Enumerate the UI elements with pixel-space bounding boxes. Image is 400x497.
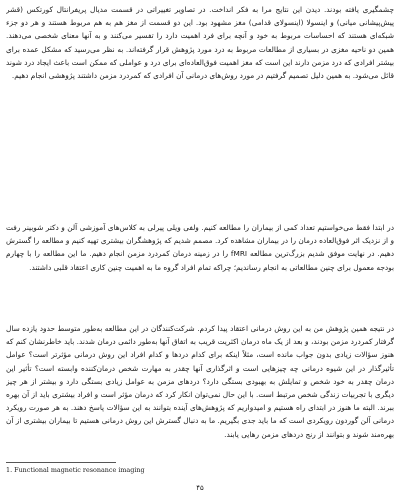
page-number: ۴۵ (196, 484, 204, 492)
paragraph-3: در نتیجه همین پژوهش من به این روش درمانی اعتقاد پیدا کردم. شرکت‌کنندگان در این مطالعه به‌طور متوسط حدود یازده سال گرفتار کمردرد مزمن بودند، و بعد از یک ماه درمان اکثریت قریب به اتفاق آنها به‌طور دائمی درمان شدند. باید خاطرنشان کنم که هنوز سؤالات زیادی بدون جواب مانده است، مثلاً اینکه برای کدام دردها و کدام افراد این روش درمانی مؤثرتر است؟ عوامل تأثیرگذار در این شیوه درمانی چه چیزهایی است و اثرگذاری آنها چقدر به مهارت شخص درمان‌کننده وابسته است؟ تأثیر این درمان چقدر به خود شخص و تمایلش به بهبودی بستگی دارد؟ دردهای مزمن به عوامل زیادی بستگی دارد و بیشتر از هر چیز دیگری با تجربیات زندگی شخص مرتبط است. با این حال نمی‌توان انکار کرد که درمان مؤثر است و افراد بیشتری باید از آن بهره ببرند. البته ما هنوز در ابتدای راه هستیم و امیدواریم که پژوهش‌های آینده بتوانند به این سؤالات پاسخ دهند. به هر صورت رویکرد درمانی آلن گوردون رویکردی است که ما باید جدی بگیریم. ما به دنبال گسترش این روش درمانی هستیم تا بیماران بیشتری از آن بهره‌مند شوند و بتوانند از رنج دردهای مزمن رهایی یابند. (6, 324, 394, 439)
footnote-divider (6, 462, 116, 463)
paragraph-2: در ابتدا فقط می‌خواستیم تعداد کمی از بیماران را مطالعه کنیم. ولفی ویلی پیرلی به کلاس‌های آموزشی آلن و دکتر شوبینر رفت و از نزدیک اثر فوق‌العاده درمان را در بیماران مشاهده کرد. مصمم شدیم که پژوهشگران بیشتری تهیه کنیم و مطالعه را گسترش دهیم. در نهایت موفق شدیم بزرگ‌ترین مطالعه fMRI را در زمینه درمان کمردرد مزمن انجام دهیم. ما این مطالعه را با چهارم بودجه معمول برای چنین مطالعاتی به انجام رساندیم؛ چراکه تمام افراد گروه ما به اهمیت چنین کاری اعتقاد قلبی داشتند. (6, 223, 394, 272)
paragraph-1: چشمگیری یافته بودند. دیدن این نتایج مرا به فکر انداخت. در تصاویر تغییراتی در قسمت مدیال پریفرانتال کورتکس (قشر پیش‌پیشانی میانی) و اینسولا (اینسولای قدامی) مغز مشهود بود. این دو قسمت از مغز هم به هم مربوط هستند و هر دو جزء شبکه‌ای هستند که احساسات مربوط به خود و آنچه برای فرد اهمیت دارد را تفسیر می‌کنند و به آنها معنای شخصی می‌دهند. همین دو ناحیه مغزی در بسیاری از مطالعات مربوط به درد مورد پژوهش قرار گرفته‌اند. به نظر می‌رسید که مشکل عمده برای بیشتر افرادی که درد مزمن دارند این است که مغز اهمیت فوق‌العاده‌ای برای درد و عواملی که ممکن است باعث ایجاد درد شوند قائل می‌شود. به همین دلیل تصمیم گرفتیم در مورد روش‌های درمانی آن افرادی که کمردرد مزمن داشتند پژوهشی انجام دهیم. (6, 5, 394, 81)
footnote: 1. Functional magnetic resonance imaging (6, 466, 145, 474)
